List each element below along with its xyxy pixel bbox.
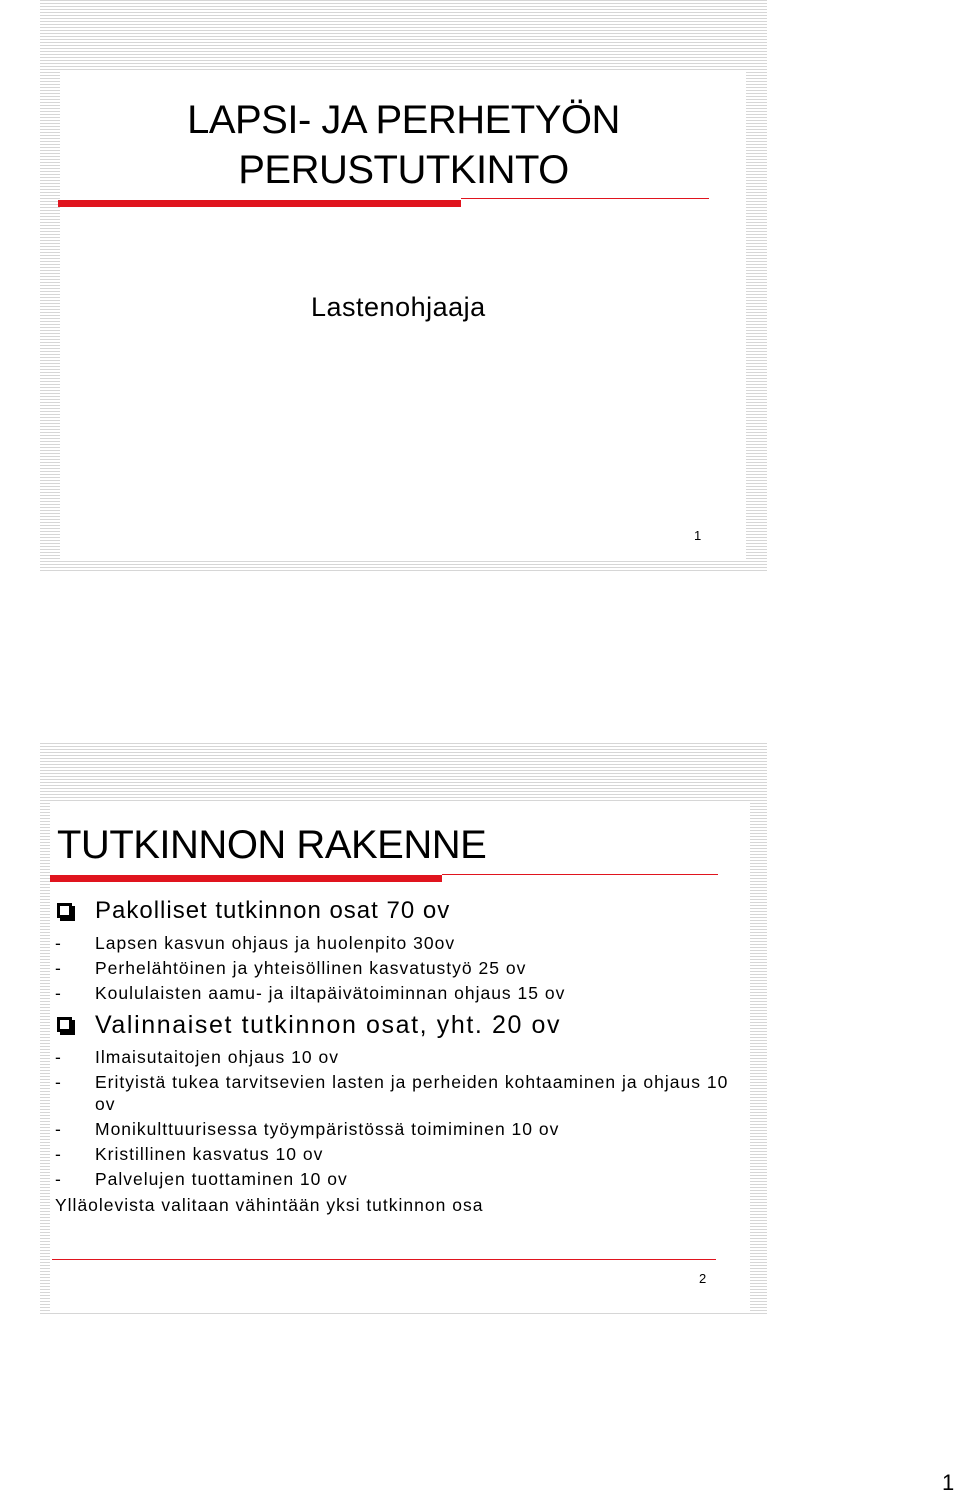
title-underline-thin [461,198,709,199]
dash-bullet: - [55,1047,62,1067]
slide-1-title-line-1: LAPSI- JA PERHETYÖN [187,98,620,142]
slide-2-page-number: 2 [699,1271,707,1286]
list-item [55,982,745,1004]
section-heading [55,1007,745,1043]
slide-1-subtitle: Lastenohjaaja [311,292,486,322]
section-heading-text: Pakolliset tutkinnon osat 70 ov [95,897,451,924]
list-item [55,1143,745,1165]
section-heading [55,893,745,929]
list-item-text: Monikulttuurisessa työympäristössä toimiminen 10 ov [95,1119,560,1139]
slide-2 [40,743,767,1315]
dash-bullet: - [55,1144,62,1164]
list-item-text: Kristillinen kasvatus 10 ov [95,1144,324,1164]
closing-note: Ylläolevista valitaan vähintään yksi tutkinnon osa [55,1195,484,1215]
dash-bullet: - [55,958,62,978]
slide-1 [40,0,767,572]
dash-bullet: - [55,1072,62,1092]
list-item [55,957,745,979]
list-item-text: Lapsen kasvun ohjaus ja huolenpito 30ov [95,933,456,953]
list-item [55,1118,745,1140]
title-underline-thin [442,874,718,875]
list-item-text: Perhelähtöinen ja yhteisöllinen kasvatustyö 25 ov [95,958,527,978]
list-item-text: Palvelujen tuottaminen 10 ov [95,1169,348,1189]
dash-bullet: - [55,933,62,953]
slide-2-title: TUTKINNON RAKENNE [57,823,487,867]
list-item-text: Erityistä tukea tarvitsevien lasten ja perheiden kohtaaminen ja ohjaus 10 ov [95,1072,729,1114]
list-item-text: Koululaisten aamu- ja iltapäivätoiminnan ohjaus 15 ov [95,983,566,1003]
slide-2-content [55,893,745,1217]
checkbox-bullet-icon [57,903,72,918]
dash-bullet: - [55,1169,62,1189]
slide-2-bottom-rule [52,1259,716,1260]
title-underline-bar [50,875,442,882]
list-item [55,932,745,954]
document-page-number: 1 [942,1470,955,1495]
dash-bullet: - [55,1119,62,1139]
slide-1-title [40,95,767,195]
checkbox-bullet-icon [57,1017,72,1032]
dash-bullet: - [55,983,62,1003]
list-item [55,1071,745,1115]
list-item [55,1168,745,1190]
list-item-text: Ilmaisutaitojen ohjaus 10 ov [95,1047,339,1067]
list-item [55,1046,745,1068]
title-underline-bar [58,200,461,207]
slide-1-title-line-2: PERUSTUTKINTO [238,148,569,192]
section-heading-text: Valinnaiset tutkinnon osat, yht. 20 ov [95,1011,562,1039]
slide-1-page-number: 1 [694,528,702,543]
